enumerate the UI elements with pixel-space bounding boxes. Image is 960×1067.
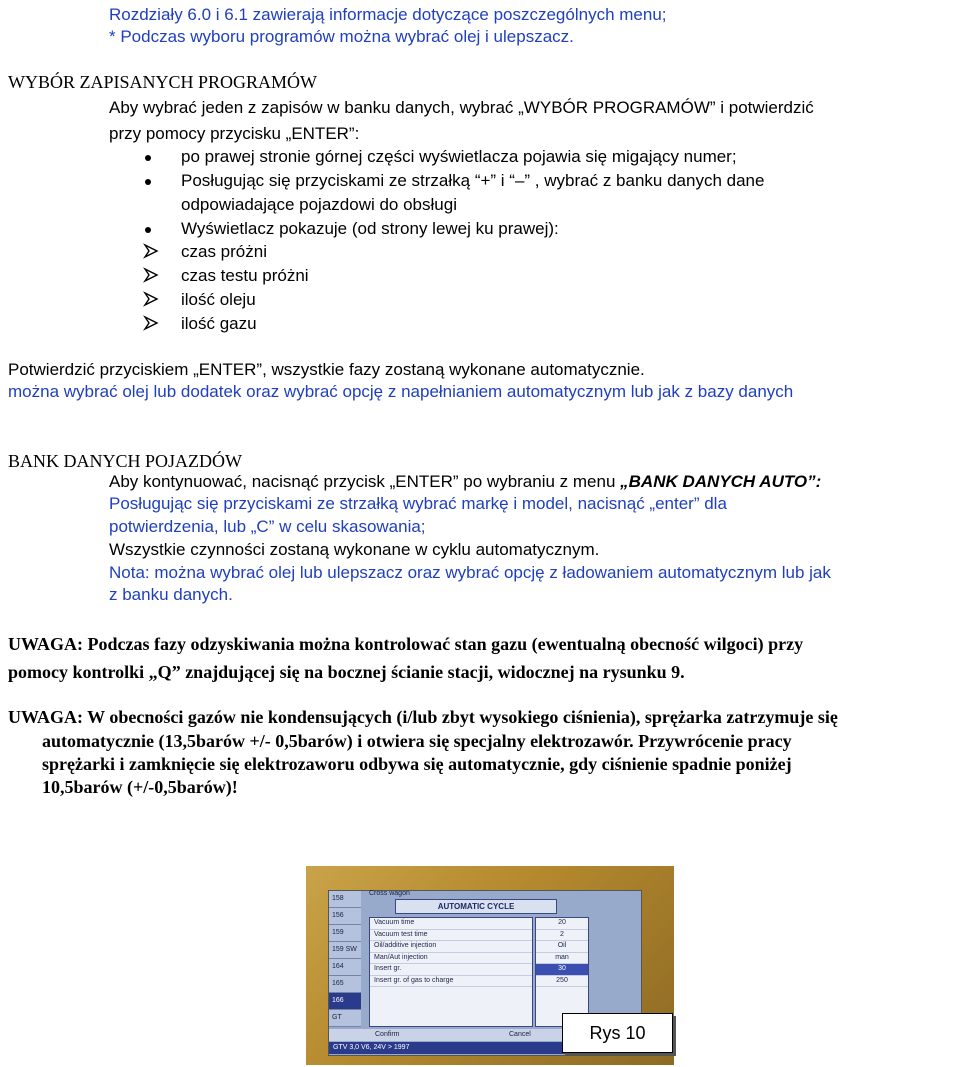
- screen-title: AUTOMATIC CYCLE: [395, 899, 557, 914]
- bullet-icon: [145, 227, 151, 233]
- screen-top-text: Cross wagon: [369, 890, 410, 897]
- section1-paragraph-line-1: Aby wybrać jeden z zapisów w banku danych, wybrać „WYBÓR PROGRAMÓW” i potwierdzić: [109, 98, 814, 117]
- screen-model-item: GT: [329, 1010, 361, 1027]
- bullet-item-3: Wyświetlacz pokazuje (od strony lewej ku prawej):: [181, 219, 559, 238]
- screen-model-item: 164: [329, 959, 361, 976]
- section2-line-1: [109, 472, 821, 492]
- screen-param-value: 20: [536, 918, 588, 930]
- screen-model-item: 159: [329, 925, 361, 942]
- section2-line-6: z banku danych.: [109, 585, 233, 604]
- intro-line-1: Rozdziały 6.0 i 6.1 zawierają informacje dotyczące poszczególnych menu;: [109, 5, 667, 24]
- screen-model-item-selected: 166: [329, 993, 361, 1010]
- intro-line-2: * Podczas wyboru programów można wybrać olej i ulepszacz.: [109, 27, 574, 46]
- warning2-line-1: UWAGA: W obecności gazów nie kondensujących (i/lub zbyt wysokiego ciśnienia), sprężarka zatrzymuje się: [8, 707, 838, 727]
- arrow-bullet-icon: [143, 243, 159, 259]
- screen-cycle-values: [535, 917, 589, 1027]
- screen-param-row: Insert gr.: [370, 964, 532, 976]
- arrow-item-gas-amount: ilość gazu: [181, 314, 257, 333]
- screen-param-value: man: [536, 953, 588, 965]
- screen-footer: GTV 3,0 V6, 24V > 1997: [329, 1042, 645, 1054]
- screen-param-row: Vacuum time: [370, 918, 532, 930]
- bullet-item-1: po prawej stronie górnej części wyświetlacza pojawia się migający numer;: [181, 147, 737, 166]
- screen-param-row: Vacuum test time: [370, 930, 532, 942]
- arrow-bullet-icon: [143, 267, 159, 283]
- section-heading-vehicle-database: BANK DANYCH POJAZDÓW: [8, 451, 242, 471]
- figure-caption: Rys 10: [562, 1013, 673, 1053]
- warning2-line-2: automatycznie (13,5barów +/- 0,5barów) i otwiera się specjalny elektrozawór. Przywrócenie pracy: [42, 731, 792, 751]
- screen-confirm-label: Confirm: [375, 1031, 400, 1038]
- section1-confirm: Potwierdzić przyciskiem „ENTER”, wszystkie fazy zostaną wykonane automatycznie.: [8, 360, 645, 379]
- bullet-item-2-continuation: odpowiadające pojazdowi do obsługi: [181, 195, 457, 214]
- warning1-line-2: pomocy kontrolki „Q” znajdującej się na bocznej ścianie stacji, widocznej na rysunku 9.: [8, 662, 685, 682]
- screen-model-item: 156: [329, 908, 361, 925]
- arrow-bullet-icon: [143, 315, 159, 331]
- arrow-item-vacuum-time: czas próżni: [181, 242, 267, 261]
- screen-param-value: Oil: [536, 941, 588, 953]
- screen-param-row: Insert gr. of gas to charge: [370, 976, 532, 988]
- bullet-item-2: Posługując się przyciskami ze strzałką “+” i “–” , wybrać z banku danych dane: [181, 171, 765, 190]
- section2-menu-name: „BANK DANYCH AUTO”:: [620, 472, 822, 491]
- screen-param-value: 2: [536, 930, 588, 942]
- screen-param-value: 250: [536, 976, 588, 988]
- warning2-line-4: 10,5barów (+/-0,5barów)!: [42, 777, 238, 797]
- screen-cancel-label: Cancel: [509, 1031, 531, 1038]
- section1-paragraph-line-2: przy pomocy przycisku „ENTER”:: [109, 124, 360, 143]
- section2-line-4: Wszystkie czynności zostaną wykonane w cyklu automatycznym.: [109, 540, 600, 559]
- screen-param-row: Oil/additive injection: [370, 941, 532, 953]
- section-heading-program-selection: WYBÓR ZAPISANYCH PROGRAMÓW: [8, 72, 318, 92]
- section2-line-2: Posługując się przyciskami ze strzałką wybrać markę i model, nacisnąć „enter” dla: [109, 494, 727, 513]
- bullet-icon: [145, 179, 151, 185]
- screen-model-item: 158: [329, 891, 361, 908]
- screen-param-value-selected: 30: [536, 964, 588, 976]
- bullet-icon: [145, 155, 151, 161]
- screen-model-item: 159 SW: [329, 942, 361, 959]
- arrow-bullet-icon: [143, 291, 159, 307]
- screen-param-row: Man/Aut injection: [370, 953, 532, 965]
- warning1-line-1: UWAGA: Podczas fazy odzyskiwania można kontrolować stan gazu (ewentualną obecność wilgoci) przy: [8, 634, 804, 654]
- screen-model-item: 165: [329, 976, 361, 993]
- section1-note: można wybrać olej lub dodatek oraz wybrać opcję z napełnianiem automatycznym lub jak z bazy danych: [8, 382, 794, 401]
- section2-line-3: potwierdzenia, lub „C” w celu skasowania;: [109, 517, 426, 536]
- warning2-line-3: sprężarki i zamknięcie się elektrozaworu odbywa się automatycznie, gdy ciśnienie spadnie poniżej: [42, 754, 792, 774]
- section2-line-5: Nota: można wybrać olej lub ulepszacz oraz wybrać opcję z ładowaniem automatycznym lub jak: [109, 563, 831, 582]
- arrow-item-vacuum-test-time: czas testu próżni: [181, 266, 309, 285]
- screen-cycle-parameters: [369, 917, 533, 1027]
- arrow-item-oil-amount: ilość oleju: [181, 290, 256, 309]
- section2-line-1-text: Aby kontynuować, nacisnąć przycisk „ENTER” po wybraniu z menu: [109, 472, 621, 491]
